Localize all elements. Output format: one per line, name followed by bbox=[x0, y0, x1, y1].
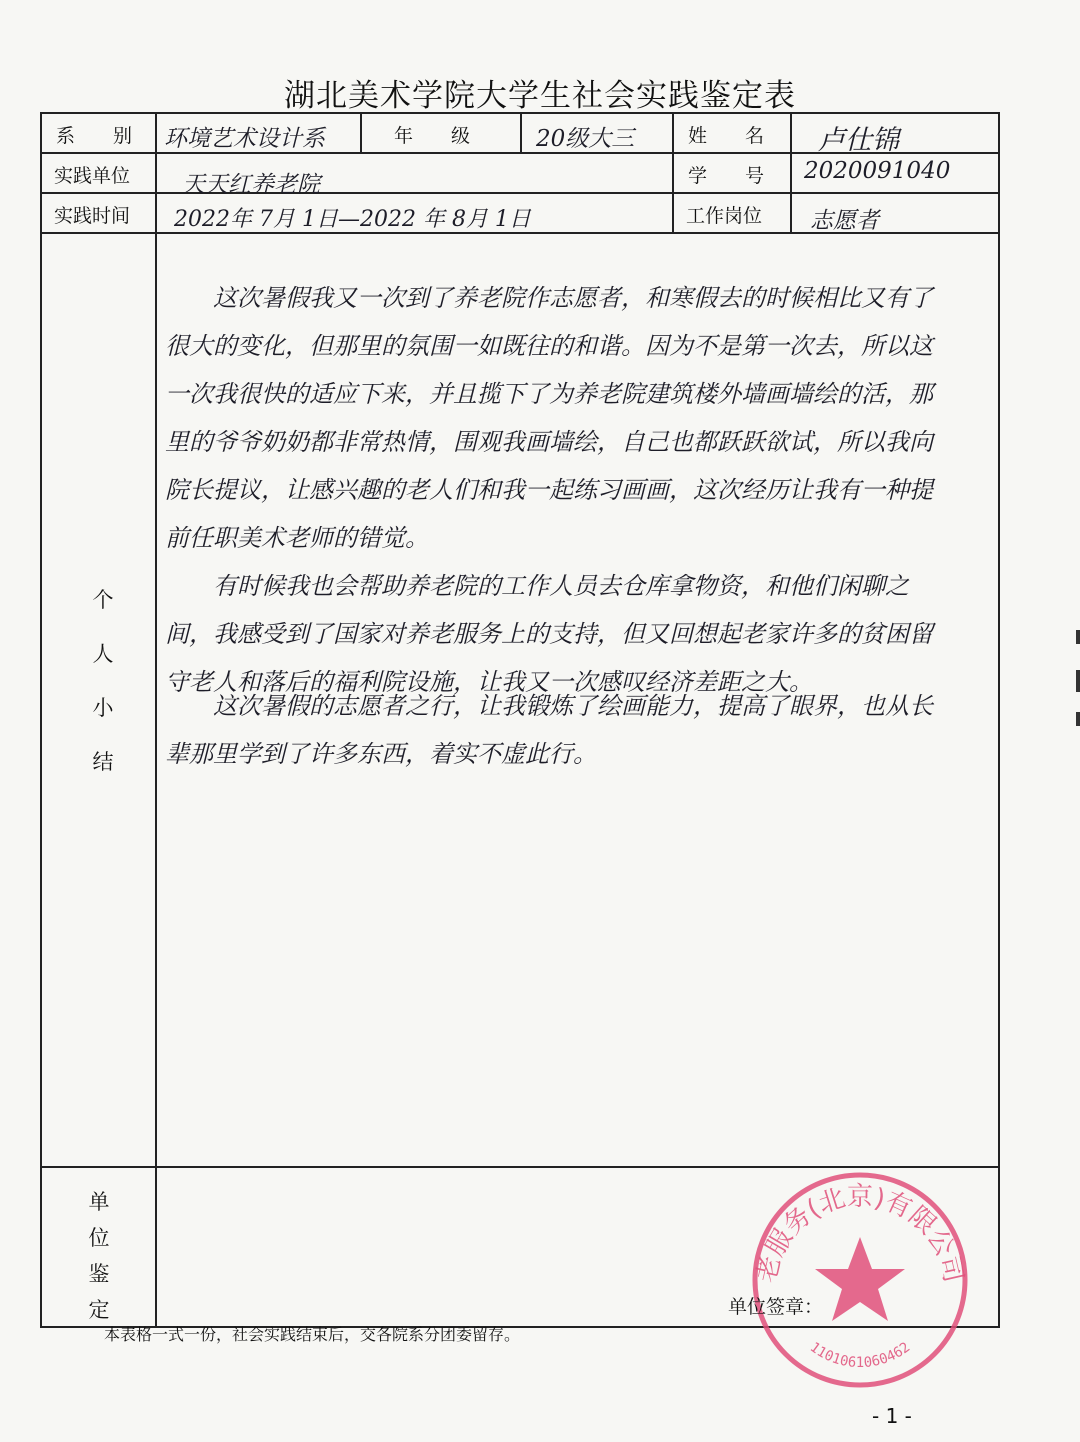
time-value: 2022年 7月 1日—2022 年 8月 1日 bbox=[174, 207, 531, 232]
scan-edge-mark bbox=[1070, 630, 1080, 730]
unit-value: 天天红养老院 bbox=[182, 172, 320, 198]
summary-label-char: 人 bbox=[92, 642, 114, 666]
unit-label: 实践单位 bbox=[54, 165, 131, 187]
seal-text: 老服务(北京)有限公司 bbox=[751, 1182, 969, 1286]
post-value: 志愿者 bbox=[810, 208, 879, 234]
label-column-divider bbox=[155, 114, 157, 1326]
student-id-value: 2020091040 bbox=[804, 158, 951, 184]
summary-paragraph: 这次暑假我又一次到了养老院作志愿者，和寒假去的时候相比又有了很大的变化，但那里的氛围一如既往的和谐。因为不是第一次去，所以这一次我很快的适应下来，并且揽下了为养老院建筑楼外墙画墙绘的活，那里的爷爷奶奶都非常热情，围观我画墙绘，自己也都跃跃欲试，所以我向院长提议，让感兴趣的老人们和我一起练习画画，这次经历让我有一种提前任职美术老师的错觉。 bbox=[165, 284, 933, 552]
personal-summary-label bbox=[88, 584, 118, 776]
col-divider-right-value bbox=[790, 114, 792, 232]
seal-star-icon bbox=[815, 1237, 905, 1321]
grade-label: 年 级 bbox=[394, 125, 471, 147]
summary-paragraph: 这次暑假的志愿者之行，让我锻炼了绘画能力，提高了眼界，也从长辈那里学到了许多东西，着实不虚此行。 bbox=[165, 692, 933, 768]
page-number: - 1 - bbox=[872, 1404, 912, 1428]
name-value: 卢仕锦 bbox=[818, 125, 899, 156]
seal-number: 1101061060462 bbox=[806, 1339, 914, 1372]
appraisal-label-char: 定 bbox=[88, 1298, 110, 1322]
form-title: 湖北美术学院大学生社会实践鉴定表 bbox=[284, 78, 796, 114]
summary-paragraph: 有时候我也会帮助养老院的工作人员去仓库拿物资，和他们闲聊之间，我感受到了国家对养老服务上的支持，但又回想起老家许多的贫困留守老人和落后的福利院设施，让我又一次感叹经济差距之大。 bbox=[165, 572, 933, 696]
dept-value: 环境艺术设计系 bbox=[164, 126, 325, 152]
seal-signature-label: 单位签章： bbox=[728, 1296, 824, 1318]
grade-value: 20级大三 bbox=[536, 126, 635, 152]
col-divider-right-label bbox=[672, 114, 674, 232]
summary-label-char: 小 bbox=[92, 696, 114, 720]
company-seal-stamp bbox=[745, 1165, 975, 1395]
appraisal-label-char: 单 bbox=[88, 1190, 110, 1214]
appraisal-label-char: 鉴 bbox=[88, 1262, 110, 1286]
summary-label-char: 结 bbox=[92, 750, 114, 774]
col-divider-grade-label bbox=[360, 114, 362, 152]
col-divider-grade-value bbox=[520, 114, 522, 152]
name-label: 姓 名 bbox=[688, 125, 765, 147]
dept-label: 系 别 bbox=[56, 125, 133, 147]
time-label: 实践时间 bbox=[54, 205, 131, 227]
student-id-label: 学 号 bbox=[688, 165, 765, 187]
post-label: 工作岗位 bbox=[686, 205, 763, 227]
summary-label-char: 个 bbox=[92, 588, 114, 612]
footnote: 本表格一式一份，社会实践结束后，交各院系分团委留存。 bbox=[104, 1325, 521, 1344]
appraisal-label-char: 位 bbox=[88, 1226, 110, 1250]
appraisal-label bbox=[84, 1186, 114, 1324]
